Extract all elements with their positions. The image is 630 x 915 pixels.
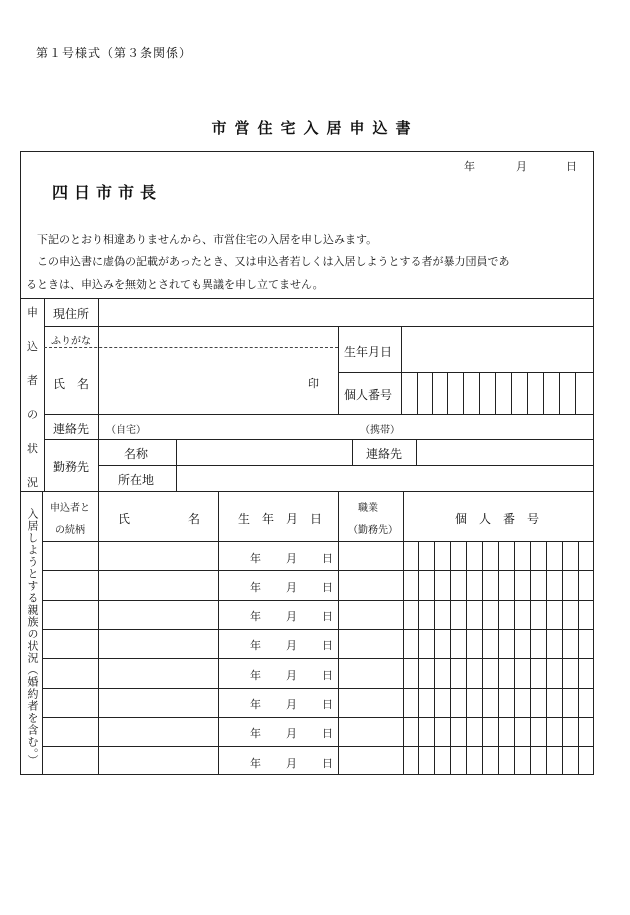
relation-field[interactable] (44, 572, 96, 598)
furigana-field[interactable] (101, 328, 336, 346)
row-day-label: 日 (322, 581, 333, 594)
date-day-label: 日 (566, 160, 577, 173)
occupation-field[interactable] (340, 660, 401, 686)
seal-mark: 印 (308, 377, 319, 390)
row-month-label: 月 (286, 581, 297, 594)
row-month-label: 月 (286, 757, 297, 770)
birthdate-header: 生 年 月 日 (238, 512, 323, 526)
relation-field[interactable] (44, 543, 96, 568)
occupation-field[interactable] (340, 690, 401, 715)
occupation-header-line-1: 職業 (358, 503, 378, 514)
relation-field[interactable] (44, 602, 96, 627)
row-day-label: 日 (322, 610, 333, 623)
company-name-field[interactable] (178, 441, 350, 464)
occupation-field[interactable] (340, 572, 401, 598)
company-contact-field[interactable] (418, 441, 592, 464)
occupation-header-line-2: （勤務先） (348, 525, 398, 536)
occupation-field[interactable] (340, 602, 401, 627)
personal-number-label: 個人番号 (344, 388, 393, 402)
row-year-label: 年 (250, 610, 261, 623)
row-month-label: 月 (286, 698, 297, 711)
row-year-label: 年 (250, 639, 261, 652)
applicant-side-char-6: 況 (27, 476, 38, 489)
relation-field[interactable] (44, 690, 96, 715)
current-address-field[interactable] (101, 300, 593, 325)
occupation-field[interactable] (340, 748, 401, 774)
applicant-side-char-3: 者 (27, 374, 38, 387)
mobile-phone-label: （携帯） (360, 425, 400, 436)
row-year-label: 年 (250, 552, 261, 565)
company-location-field[interactable] (178, 467, 592, 490)
name-label: 氏 名 (53, 377, 90, 391)
member-name-field[interactable] (100, 543, 216, 568)
member-name-field[interactable] (100, 690, 216, 715)
member-name-field[interactable] (100, 602, 216, 627)
member-name-field[interactable] (100, 660, 216, 686)
company-name-label: 名称 (124, 447, 149, 461)
row-year-label: 年 (250, 727, 261, 740)
relation-field[interactable] (44, 719, 96, 744)
applicant-side-char-5: 状 (27, 442, 38, 455)
applicant-side-char-2: 込 (27, 340, 38, 353)
family-side-label: 入居しようとする親族の状況（婚約者を含む。） (26, 508, 39, 767)
member-name-field[interactable] (100, 572, 216, 598)
birthdate-field[interactable] (403, 328, 593, 371)
birthdate-label: 生年月日 (344, 345, 393, 359)
row-day-label: 日 (322, 639, 333, 652)
row-day-label: 日 (322, 727, 333, 740)
personal-number-header: 個 人 番 号 (455, 512, 540, 526)
personal-number-field[interactable] (403, 374, 593, 413)
relation-header-line-2: の続柄 (55, 525, 85, 536)
date-year-label: 年 (464, 160, 475, 173)
statement-line-3: るときは、申込みを無効とされても異議を申し立てません。 (26, 278, 324, 291)
occupation-field[interactable] (340, 719, 401, 744)
addressee: 四日市市長 (52, 183, 163, 202)
row-day-label: 日 (322, 669, 333, 682)
contact-label: 連絡先 (53, 422, 90, 436)
row-year-label: 年 (250, 669, 261, 682)
row-year-label: 年 (250, 581, 261, 594)
row-month-label: 月 (286, 610, 297, 623)
row-year-label: 年 (250, 757, 261, 770)
member-name-field[interactable] (100, 748, 216, 774)
form-title: 市営住宅入居申込書 (211, 119, 419, 137)
workplace-label: 勤務先 (53, 460, 90, 474)
date-month-label: 月 (516, 160, 527, 173)
name-field[interactable] (101, 349, 336, 412)
occupation-field[interactable] (340, 631, 401, 656)
statement-line-2: この申込書に虚偽の記載があったとき、又は申込者若しくは入居しようとする者が暴力団員であ (37, 255, 510, 268)
row-month-label: 月 (286, 552, 297, 565)
relation-header-line-1: 申込者と (50, 503, 90, 514)
applicant-side-char-1: 申 (27, 306, 38, 319)
row-day-label: 日 (322, 698, 333, 711)
relation-field[interactable] (44, 660, 96, 686)
relation-field[interactable] (44, 748, 96, 774)
applicant-side-char-4: の (27, 408, 38, 421)
row-month-label: 月 (286, 639, 297, 652)
company-location-label: 所在地 (118, 473, 155, 487)
member-name-field[interactable] (100, 631, 216, 656)
row-day-label: 日 (322, 757, 333, 770)
furigana-label: ふりがな (51, 336, 91, 347)
form-number: 第１号様式（第３条関係） (36, 46, 193, 60)
home-phone-field[interactable] (150, 416, 350, 438)
company-contact-label: 連絡先 (366, 447, 403, 461)
current-address-label: 現住所 (53, 307, 90, 321)
occupation-field[interactable] (340, 543, 401, 568)
row-day-label: 日 (322, 552, 333, 565)
row-month-label: 月 (286, 727, 297, 740)
name-header-left: 氏 (118, 512, 131, 526)
row-month-label: 月 (286, 669, 297, 682)
row-year-label: 年 (250, 698, 261, 711)
relation-field[interactable] (44, 631, 96, 656)
name-header-right: 名 (188, 512, 201, 526)
home-phone-label: （自宅） (106, 425, 146, 436)
statement-line-1: 下記のとおり相違ありませんから、市営住宅の入居を申し込みます。 (37, 233, 378, 246)
mobile-phone-field[interactable] (400, 416, 592, 438)
member-name-field[interactable] (100, 719, 216, 744)
